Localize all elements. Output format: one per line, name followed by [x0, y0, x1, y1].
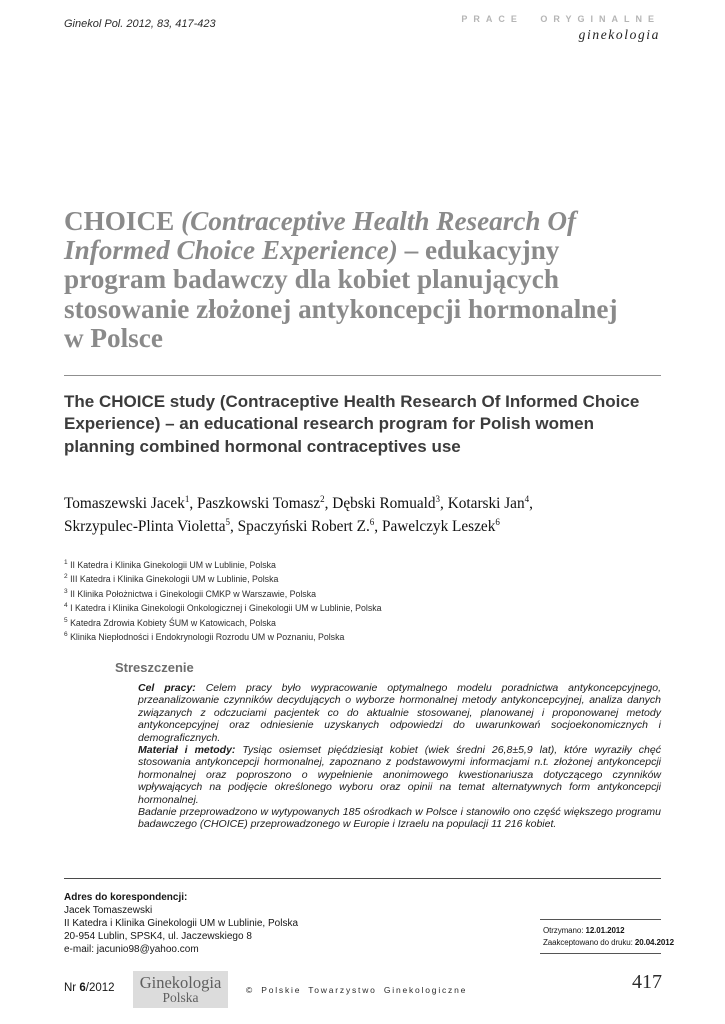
copyright-notice: © Polskie Towarzystwo Ginekologiczne — [246, 985, 468, 995]
section-label: PRACE ORYGINALNE — [461, 14, 660, 24]
affiliation: $^5$ Katedra Zdrowia Kobiety ŚUM w Katowicach, Polska — [64, 616, 276, 628]
author: Skrzypulec-Plinta Violetta$^5$, — [64, 517, 238, 536]
affiliation: $^2$ III Katedra i Klinika Ginekologii UM w Lublinie, Polska — [64, 573, 279, 585]
page-number: 417 — [632, 971, 662, 993]
author: Kotarski Jan$^4$, — [447, 494, 533, 513]
affiliation: $^1$ II Katedra i Klinika Ginekologii UM w Lublinie, Polska — [64, 559, 276, 570]
affiliation: $^6$ Klinika Niepłodności i Endokrynologii Rozrodu UM w Poznaniu, Polska — [64, 631, 345, 643]
abstract-paragraph-objective: Cel pracy: Celem pracy było wypracowanie optymalnego modelu poradnictwa antykoncepcyjnego, przeanalizowanie czynników decydujących o wyborze hormonalnej metody antykoncepcyjnej, analiza danych związanych z odczuciami pacjentek co do aktualnie stosowanej, planowanej i proponowanej metody antykoncepcyjnej oraz odniesienie uzyskanych odpowiedzi do uwarunkowań socjoekonomicznych i demograficznych. — [138, 682, 661, 744]
title-italic-part: (Contraceptive Health Research Of Informed Choice Experience) — [64, 206, 577, 266]
footer-divider — [64, 878, 661, 879]
header-right — [461, 14, 660, 43]
author-affiliation-sup: 6 — [495, 517, 500, 528]
abstract-label-methods: Materiał i metody: — [138, 744, 243, 757]
abstract-label-objective: Cel pracy: — [138, 682, 206, 694]
author: Pawelczyk Leszek$^6$ — [381, 517, 500, 536]
article-title-pl — [64, 207, 642, 353]
correspondence-line: 20-954 Lublin, SPSK4, ul. Jaczewskiego 8 — [64, 931, 252, 942]
journal-reference: Ginekol Pol. 2012, 83, 417-423 — [64, 18, 216, 30]
author-list — [64, 490, 684, 536]
abstract-section — [115, 660, 661, 831]
article-title-en: The CHOICE study (Contraceptive Health Research Of Informed Choice Experience) – an educational research program for Polish women planning combined hormonal contraceptives use — [64, 392, 640, 456]
affiliation-list — [64, 557, 624, 644]
affiliation: $^4$ I Katedra i Klinika Ginekologii Onkologicznej i Ginekologii UM w Lublinie, Polska — [64, 602, 382, 614]
author: Dębski Romuald$^3$, — [332, 494, 448, 513]
received-date: Otrzymano: 12.01.2012 — [543, 926, 625, 935]
title-part1: CHOICE — [64, 206, 182, 236]
title-part2: – edukacyjny program badawczy dla kobiet planujących stosowanie złożonej antykoncepcji hormonalnej w Polsce — [64, 235, 618, 353]
correspondence-line: Jacek Tomaszewski — [64, 905, 153, 916]
correspondence-heading: Adres do korespondencji: — [64, 892, 188, 903]
abstract-paragraph-methods: Materiał i metody: Tysiąc osiemset pięćdziesiąt kobiet (wiek średni 26,8±5,9 lat), które wyraziły chęć stosowania antykoncepcji hormonalnej, zapoznano z podstawowymi informacjami n.t. złożonej antykoncepcji hormonalnej oraz poproszono o wypełnienie anonimowego kwestionariusza dotyczącego czynników wpływających na podjęcie określonego wyboru oraz opinii na temat alternatywnych form antykoncepcji hormonalnej. — [138, 744, 661, 806]
author-affiliation-sup: 5 — [225, 517, 231, 528]
title-divider — [64, 375, 661, 376]
journal-logo-line1: Ginekologia — [139, 973, 222, 992]
abstract-heading: Streszczenie — [115, 660, 194, 675]
author-affiliation-sup: 2 — [320, 494, 325, 504]
author-affiliation-sup: 3 — [435, 494, 441, 504]
affiliation: $^3$ II Klinika Położnictwa i Ginekologii CMKP w Warszawie, Polska — [64, 587, 316, 599]
dates-box — [540, 919, 674, 954]
author: Spaczyński Robert Z.$^6$, — [237, 517, 382, 536]
abstract-paragraph-study: Badanie przeprowadzono w wytypowanych 185 ośrodkach w Polsce i stanowiło ono część większego programu badawczego (CHOICE) przeprowadzonego w Europie i Izraelu na populacji 11 216 kobiet. — [138, 806, 661, 831]
footer-issue: Nr 6/2012 — [64, 982, 115, 994]
correspondence-section — [64, 891, 384, 956]
journal-logo-line2: Polska — [162, 990, 199, 1005]
author: Tomaszewski Jacek$^1$, — [64, 494, 197, 513]
author-affiliation-sup: 1 — [184, 494, 190, 504]
author-affiliation-sup: 4 — [524, 494, 530, 504]
correspondence-line: II Katedra i Klinika Ginekologii UM w Lublinie, Polska — [64, 918, 298, 929]
author: Paszkowski Tomasz$^2$, — [197, 494, 333, 513]
subsection-label: ginekologia — [578, 27, 660, 42]
accepted-date: Zaakceptowano do druku: 20.04.2012 — [543, 937, 674, 947]
journal-logo — [133, 971, 228, 1008]
abstract-body — [138, 682, 661, 831]
author-affiliation-sup: 6 — [369, 517, 375, 528]
correspondence-line: e-mail: jacunio98@yahoo.com — [64, 944, 199, 955]
